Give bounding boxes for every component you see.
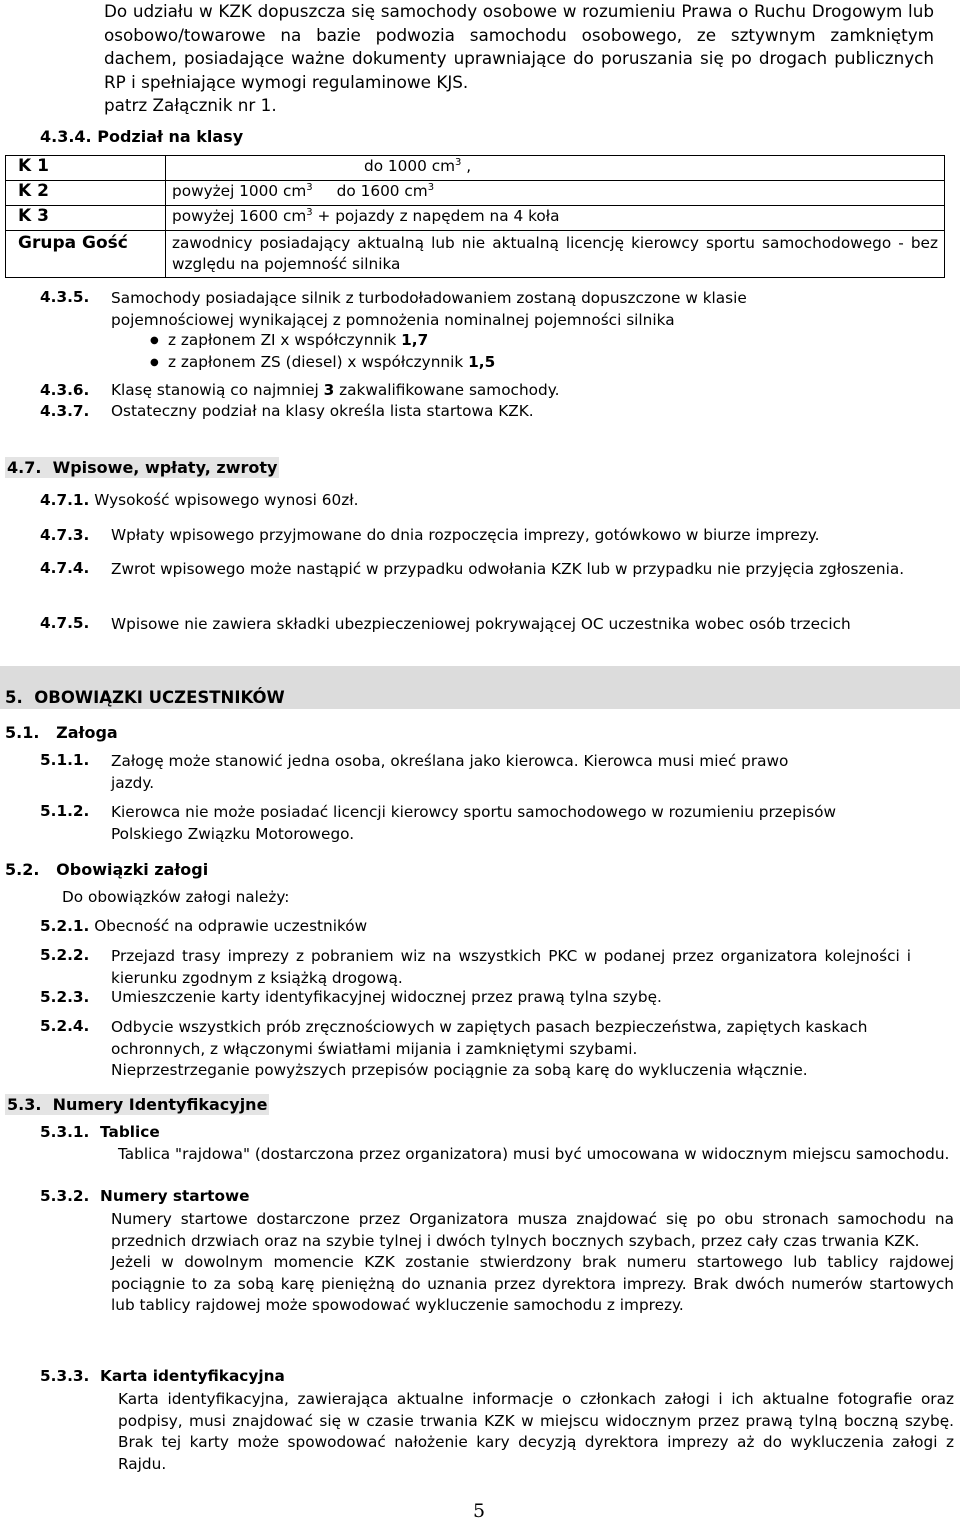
class-range — [166, 156, 945, 181]
range-to: do 1000 cm — [364, 157, 456, 175]
section-number: 5.3. — [7, 1095, 42, 1114]
unit-sup: 3 — [306, 181, 313, 193]
section-number: 5.1.2. — [40, 802, 90, 820]
section-5-3-2-text — [111, 1209, 954, 1317]
section-text: Odbycie wszystkich prób zręcznościowych w zapiętych pasach bezpieczeństwa, zapiętych kaskach ochronnych, z włączonymi światłami mijania i zamkniętymi szybami. — [111, 1018, 868, 1058]
section-4-3-6-text — [111, 381, 559, 399]
section-title: Numery startowe — [100, 1187, 250, 1205]
section-5-2-1 — [40, 917, 367, 935]
section-number: 5.3.2. — [40, 1187, 90, 1205]
section-4-7-heading — [5, 457, 279, 478]
class-range — [166, 206, 945, 231]
section-title: OBOWIĄZKI UCZESTNIKÓW — [34, 688, 285, 707]
section-5-1-2-text: Kierowca nie może posiadać licencji kierowcy sportu samochodowego w rozumieniu przepisów Polskiego Związku Motorowego. — [111, 803, 837, 843]
section-number: 4.7.4. — [40, 559, 90, 577]
table-row — [6, 231, 945, 278]
class-range — [166, 181, 945, 206]
section-5-1-1-text: Załogę może stanowić jedna osoba, określana jako kierowca. Kierowca musi mieć prawo jazdy. — [111, 752, 789, 792]
bullet-item — [168, 331, 428, 349]
section-title: Numery Identyfikacyjne — [52, 1095, 268, 1114]
table-row — [6, 181, 945, 206]
bullet-text: z zapłonem ZI x współczynnik — [168, 331, 402, 349]
class-name: K 2 — [6, 181, 166, 206]
table-row — [6, 206, 945, 231]
page-number: 5 — [473, 1500, 486, 1522]
section-4-7-5-text: Wpisowe nie zawiera składki ubezpieczeniowej pokrywającej OC uczestnika wobec osób trzecich — [111, 615, 851, 633]
section-number: 4.7.5. — [40, 614, 90, 632]
section-text: Numery startowe dostarczone przez Organizatora musza znajdować się po obu stronach samochodu na przednich drzwiach oraz na szybie tylnej i dwóch tylnych bocznych szybach, przez cały czas trwania KZK. — [111, 1210, 954, 1250]
intro-reference: patrz Załącznik nr 1. — [104, 95, 277, 115]
section-number: 5.2. — [5, 860, 40, 879]
section-number: 4.7.3. — [40, 526, 90, 544]
bullet-item — [168, 353, 495, 371]
text-part: Klasę stanowią co najmniej — [111, 381, 324, 399]
section-5-3-2-heading — [40, 1187, 250, 1205]
chapter-5-heading — [5, 688, 285, 707]
bullet-icon: ● — [150, 357, 159, 368]
section-text: Obecność na odprawie uczestników — [94, 917, 368, 935]
table-row — [6, 156, 945, 181]
class-table — [5, 155, 945, 278]
section-number: 4.7. — [7, 458, 42, 477]
section-5-2-2-text: Przejazd trasy imprezy z pobraniem wiz na wszystkich PKC w podanej przez organizatora kolejności i kierunku zgodnym z książką drogową. — [111, 947, 911, 987]
section-number: 5. — [5, 688, 23, 707]
section-5-2-4-text — [111, 1017, 911, 1082]
section-4-3-4-heading — [40, 127, 243, 146]
section-number: 4.3.5. — [40, 288, 90, 306]
section-title: Tablice — [100, 1123, 160, 1141]
section-5-3-3-heading — [40, 1367, 285, 1385]
section-5-3-1-heading — [40, 1123, 160, 1141]
intro-paragraph — [104, 0, 934, 118]
section-title: Podział na klasy — [97, 127, 244, 146]
section-5-2-3-text: Umieszczenie karty identyfikacyjnej widocznej przez prawą tylna szybę. — [111, 988, 662, 1006]
section-number: 5.1.1. — [40, 751, 90, 769]
coefficient-value: 1,7 — [401, 331, 429, 349]
range-from: powyżej 1000 cm — [172, 182, 307, 200]
section-4-3-7-text: Ostateczny podział na klasy określa lista startowa KZK. — [111, 402, 534, 420]
section-number: 4.3.6. — [40, 381, 90, 399]
range-from: powyżej 1600 cm — [172, 207, 307, 225]
class-name: K 1 — [6, 156, 166, 181]
section-4-7-3-text: Wpłaty wpisowego przyjmowane do dnia rozpoczęcia imprezy, gotówkowo w biurze imprezy. — [111, 526, 820, 544]
section-5-2-intro: Do obowiązków załogi należy: — [62, 888, 290, 906]
coefficient-value: 1,5 — [468, 353, 496, 371]
section-title: Wpisowe, wpłaty, zwroty — [52, 458, 278, 477]
section-4-7-4-text: Zwrot wpisowego może nastąpić w przypadku odwołania KZK lub w przypadku nie przyjęcia zgłoszenia. — [111, 560, 905, 578]
class-name: K 3 — [6, 206, 166, 231]
unit-sup: 3 — [427, 181, 435, 193]
section-number: 5.2.2. — [40, 946, 90, 964]
unit-sup: 3 — [306, 206, 313, 218]
range-to: + pojazdy z napędem na 4 koła — [317, 207, 560, 225]
intro-text: Do udziału w KZK dopuszcza się samochody osobowe w rozumieniu Prawa o Ruchu Drogowym lub osobowo/towarowe na bazie podwozia samochodu osobowego, ze sztywnym zamkniętym dachem, posiadające ważne dokumenty uprawniające do poruszania się po drogach publicznych RP i spełniające wymogi regulaminowe KJS. — [104, 1, 934, 92]
range-suffix: , — [466, 157, 472, 175]
section-text: Jeżeli w dowolnym momencie KZK zostanie stwierdzony brak numeru startowego lub tablicy rajdowej pociągnie to za sobą karę pieniężną do uznania przez dyrektora imprezy. Brak dwóch numerów startowych lub tablicy rajdowej może spowodować wykluczenie samochodu z imprezy. — [111, 1253, 954, 1314]
text-part: zakwalifikowane samochody. — [334, 381, 560, 399]
section-title: Karta identyfikacyjna — [100, 1367, 285, 1385]
bullet-icon: ● — [150, 335, 159, 346]
section-5-1-heading — [5, 723, 118, 742]
section-number: 4.3.4. — [40, 127, 92, 146]
section-text: Nieprzestrzeganie powyższych przepisów pociągnie za sobą karę do wykluczenia włącznie. — [111, 1061, 808, 1079]
unit-sup: 3 — [455, 156, 462, 168]
section-number: 4.7.1. — [40, 491, 90, 509]
section-title: Obowiązki załogi — [56, 860, 209, 879]
section-number: 5.1. — [5, 723, 40, 742]
section-5-3-1-text: Tablica "rajdowa" (dostarczona przez organizatora) musi być umocowana w widocznym miejscu samochodu. — [118, 1145, 950, 1163]
section-5-3-heading — [5, 1094, 269, 1115]
section-number: 5.3.1. — [40, 1123, 90, 1141]
section-5-3-3-text: Karta identyfikacyjna, zawierająca aktualne informacje o członkach załogi i ich aktualne fotografie oraz podpisy, musi znajdować się w czasie trwania KZK w miejscu widocznym przez prawą tylną boczną szybę. Brak tej karty może spowodować nałożenie kary decyzją dyrektora imprezy aż do wykluczenia załogi z Rajdu. — [118, 1390, 954, 1473]
range-to: do 1600 cm — [336, 182, 428, 200]
section-number: 5.3.3. — [40, 1367, 90, 1385]
count-value: 3 — [323, 381, 335, 399]
section-number: 4.3.7. — [40, 402, 90, 420]
section-title: Załoga — [56, 723, 118, 742]
bullet-text: z zapłonem ZS (diesel) x współczynnik — [168, 353, 469, 371]
section-text: Wysokość wpisowego wynosi 60zł. — [94, 491, 359, 509]
section-5-2-heading — [5, 860, 208, 879]
section-4-7-1 — [40, 491, 358, 509]
section-number: 5.2.1. — [40, 917, 90, 935]
section-number: 5.2.3. — [40, 988, 90, 1006]
class-description: zawodnicy posiadający aktualną lub nie aktualną licencję kierowcy sportu samochodowego - bez względu na pojemność silnika — [166, 231, 945, 278]
section-4-3-5-text: Samochody posiadające silnik z turbodoładowaniem zostaną dopuszczone w klasie pojemnościowej wynikającej z pomnożenia nominalnej pojemności silnika — [111, 289, 747, 329]
class-name: Grupa Gość — [6, 231, 166, 278]
section-number: 5.2.4. — [40, 1017, 90, 1035]
